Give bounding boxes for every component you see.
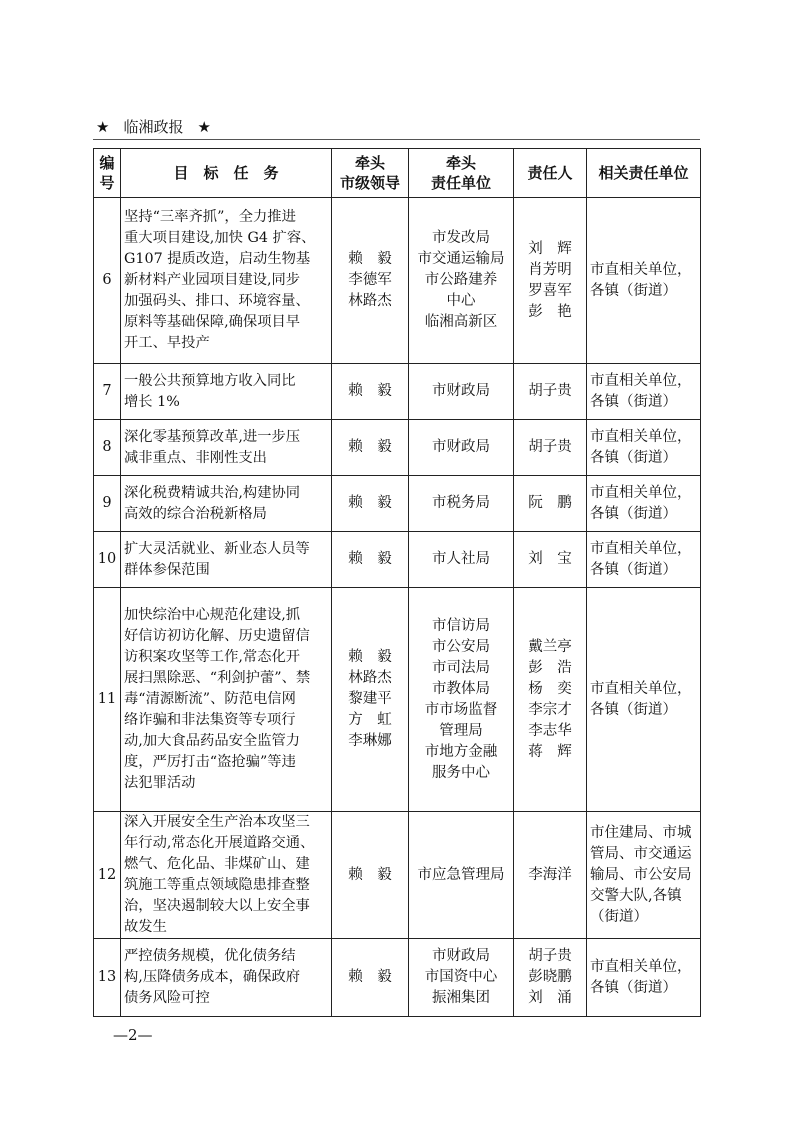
responsible-person: 胡子贵 [514, 364, 587, 420]
star-icon: ★ [197, 118, 211, 136]
related-units: 市直相关单位， 各镇（街道） [587, 198, 701, 364]
table-row [94, 532, 701, 588]
lead-unit: 市税务局 [409, 476, 514, 532]
related-units: 市直相关单位， 各镇（街道） [587, 476, 701, 532]
task-description: 坚持“三率齐抓”，全力推进 重大项目建设,加快 G4 扩容、 G107 提质改造，启动生物基 新材料产业园项目建设,同步 加强码头、排口、环境容量、 原料等基础保障,确保项目早 开工、早投产 [121, 198, 332, 364]
col-header-task: 目 标 任 务 [121, 149, 332, 198]
related-units: 市住建局、市城 管局、市交通运 输局、市公安局 交警大队,各镇 （街道） [587, 812, 701, 939]
task-description: 深入开展安全生产治本攻坚三 年行动,常态化开展道路交通、 燃气、危化品、非煤矿山、建 筑施工等重点领域隐患排查整 治，坚决遏制较大以上安全事 故发生 [121, 812, 332, 939]
table-row [94, 476, 701, 532]
star-icon: ★ [96, 118, 110, 136]
lead-leader: 赖 毅 [332, 812, 409, 939]
page-number: —2— [113, 1026, 153, 1044]
col-header-leader: 牵头 市级领导 [332, 149, 409, 198]
related-units: 市直相关单位， 各镇（街道） [587, 532, 701, 588]
responsible-person: 李海洋 [514, 812, 587, 939]
col-header-number: 编 号 [94, 149, 121, 198]
related-units: 市直相关单位， 各镇（街道） [587, 588, 701, 812]
header-rule [93, 139, 700, 140]
lead-leader: 赖 毅 [332, 532, 409, 588]
publication-header [96, 116, 225, 137]
row-number: 13 [94, 939, 121, 1017]
lead-leader: 赖 毅 [332, 939, 409, 1017]
publication-title: 临湘政报 [123, 118, 184, 136]
related-units: 市直相关单位， 各镇（街道） [587, 364, 701, 420]
row-number: 6 [94, 198, 121, 364]
responsible-person: 阮 鹏 [514, 476, 587, 532]
responsible-person: 胡子贵 彭晓鹏 刘 涌 [514, 939, 587, 1017]
responsible-person: 胡子贵 [514, 420, 587, 476]
table-header-row [94, 149, 701, 198]
task-description: 深化零基预算改革,进一步压 减非重点、非刚性支出 [121, 420, 332, 476]
task-description: 扩大灵活就业、新业态人员等 群体参保范围 [121, 532, 332, 588]
table-row [94, 588, 701, 812]
lead-unit: 市应急管理局 [409, 812, 514, 939]
table-row [94, 420, 701, 476]
responsible-person: 刘 辉 肖芳明 罗喜军 彭 艳 [514, 198, 587, 364]
lead-unit: 市信访局 市公安局 市司法局 市教体局 市市场监督 管理局 市地方金融 服务中心 [409, 588, 514, 812]
row-number: 11 [94, 588, 121, 812]
lead-leader: 赖 毅 [332, 420, 409, 476]
table-row [94, 198, 701, 364]
lead-unit: 市人社局 [409, 532, 514, 588]
row-number: 10 [94, 532, 121, 588]
lead-leader: 赖 毅 [332, 476, 409, 532]
task-table [93, 148, 701, 1017]
lead-leader: 赖 毅 [332, 364, 409, 420]
col-header-unit: 牵头 责任单位 [409, 149, 514, 198]
table-row [94, 939, 701, 1017]
lead-leader: 赖 毅 林路杰 黎建平 方 虹 李琳娜 [332, 588, 409, 812]
task-description: 加快综治中心规范化建设,抓 好信访初访化解、历史遗留信 访积案攻坚等工作,常态化开 展扫黑除恶、“利剑护蕾”、禁 毒“清源断流”、防范电信网 络诈骗和非法集资等专项行 动,加大食品药品安全监管力 度，严厉打击“盗抢骗”等违 法犯罪活动 [121, 588, 332, 812]
table-row [94, 364, 701, 420]
related-units: 市直相关单位， 各镇（街道） [587, 939, 701, 1017]
lead-leader: 赖 毅 李德军 林路杰 [332, 198, 409, 364]
task-description: 一般公共预算地方收入同比 增长 1% [121, 364, 332, 420]
row-number: 8 [94, 420, 121, 476]
related-units: 市直相关单位， 各镇（街道） [587, 420, 701, 476]
row-number: 9 [94, 476, 121, 532]
row-number: 7 [94, 364, 121, 420]
task-description: 严控债务规模，优化债务结 构,压降债务成本，确保政府 债务风险可控 [121, 939, 332, 1017]
col-header-related: 相关责任单位 [587, 149, 701, 198]
task-description: 深化税费精诚共治,构建协同 高效的综合治税新格局 [121, 476, 332, 532]
lead-unit: 市财政局 [409, 364, 514, 420]
lead-unit: 市财政局 市国资中心 振湘集团 [409, 939, 514, 1017]
lead-unit: 市发改局 市交通运输局 市公路建养 中心 临湘高新区 [409, 198, 514, 364]
col-header-person: 责任人 [514, 149, 587, 198]
row-number: 12 [94, 812, 121, 939]
lead-unit: 市财政局 [409, 420, 514, 476]
responsible-person: 戴兰亭 彭 浩 杨 奕 李宗才 李志华 蒋 辉 [514, 588, 587, 812]
responsible-person: 刘 宝 [514, 532, 587, 588]
table-row [94, 812, 701, 939]
